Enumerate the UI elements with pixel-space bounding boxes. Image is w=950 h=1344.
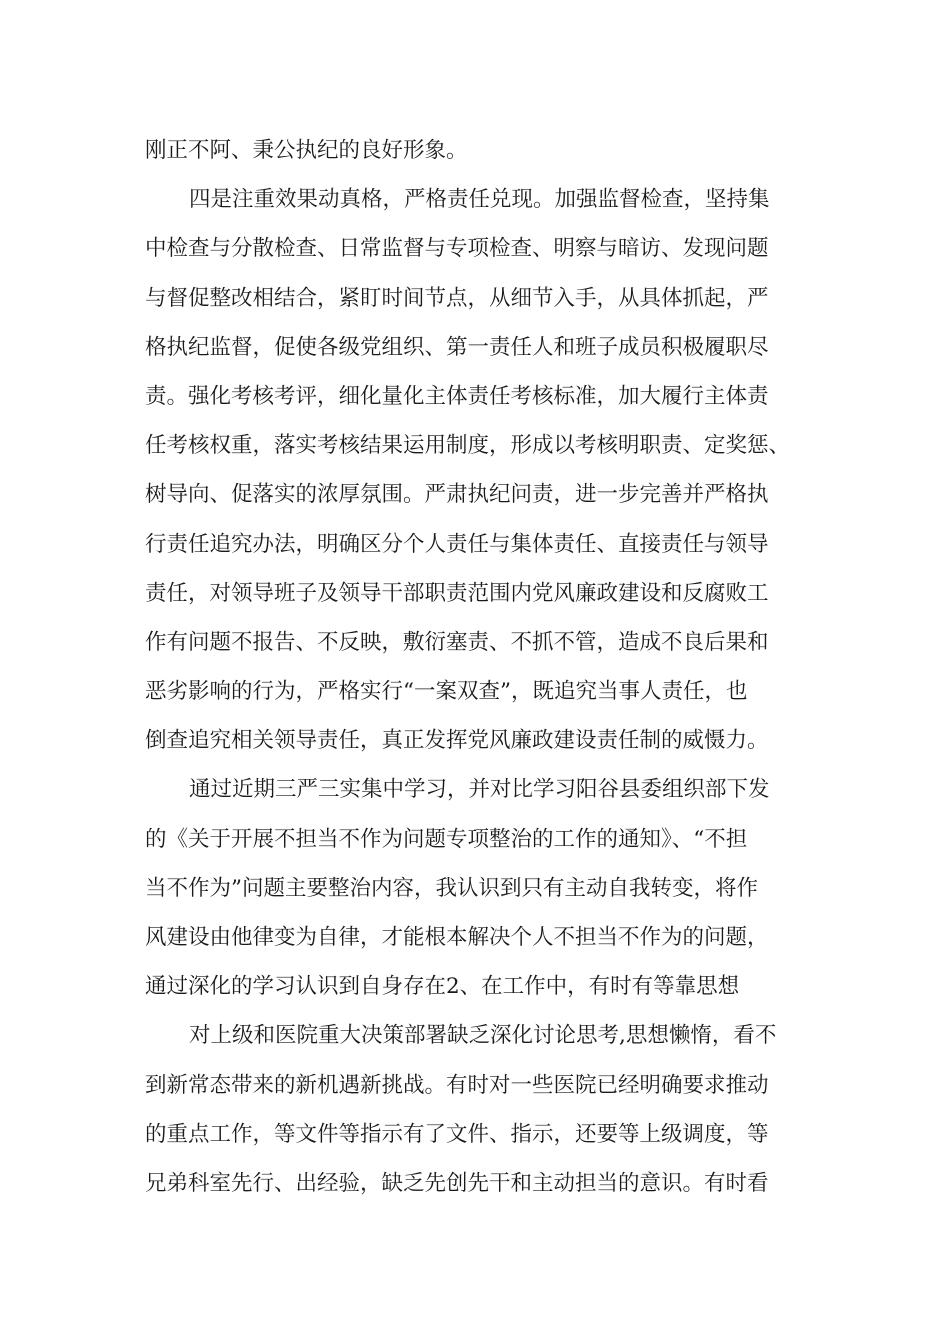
text-line: 对上级和医院重大决策部署缺乏深化讨论思考,思想懒惰，看不 [189, 1023, 777, 1049]
text-line: 倒查追究相关领导责任，真正发挥党风廉政建设责任制的威慑力。 [145, 728, 769, 754]
text-line: 责任，对领导班子及领导干部职责范围内党风廉政建设和反腐败工 [145, 580, 769, 606]
text-line: 风建设由他律变为自律，才能根本解决个人不担当不作为的问题， [145, 925, 769, 950]
text-line: 任考核权重，落实考核结果运用制度，形成以考核明职责、定奖惩、 [145, 433, 791, 459]
text-line: 行责任追究办法，明确区分个人责任与集体责任、直接责任与领导 [145, 531, 769, 557]
text-line: 刚正不阿、秉公执纪的良好形象。 [145, 138, 468, 163]
text-line: 到新常态带来的新机遇新挑战。有时对一些医院已经明确要求推动 [145, 1072, 769, 1098]
text-line: 兄弟科室先行、出经验，缺乏先创先干和主动担当的意识。有时看 [145, 1170, 769, 1196]
text-line: 责。强化考核考评，细化量化主体责任考核标准，加大履行主体责 [145, 383, 769, 409]
text-line: 四是注重效果动真格，严格责任兑现。加强监督检查，坚持集 [189, 187, 770, 213]
text-line: 恶劣影响的行为，严格实行“一案双查”，既追究当事人责任，也 [145, 679, 748, 705]
text-line: 通过近期三严三实集中学习，并对比学习阳谷县委组织部下发 [189, 777, 770, 803]
body-text [145, 126, 825, 1208]
text-line: 中检查与分散检查、日常监督与专项检查、明察与暗访、发现问题 [145, 236, 769, 262]
text-line: 树导向、促落实的浓厚氛围。严肃执纪问责，进一步完善并严格执 [145, 482, 769, 508]
text-line: 与督促整改相结合，紧盯时间节点，从细节入手，从具体抓起，严 [145, 285, 769, 311]
text-line: 的重点工作，等文件等指示有了文件、指示，还要等上级调度，等 [145, 1121, 769, 1147]
text-line: 当不作为”问题主要整治内容，我认识到只有主动自我转变，将作 [145, 875, 758, 901]
text-line: 格执纪监督，促使各级党组织、第一责任人和班子成员积极履职尽 [145, 334, 769, 360]
text-line: 的《关于开展不担当不作为问题专项整治的工作的通知》、“不担 [145, 826, 748, 852]
text-line: 通过深化的学习认识到自身存在2、在工作中，有时有等靠思想 [145, 974, 740, 1000]
text-line: 作有问题不报告、不反映，敷衍塞责、不抓不管，造成不良后果和 [145, 629, 769, 655]
